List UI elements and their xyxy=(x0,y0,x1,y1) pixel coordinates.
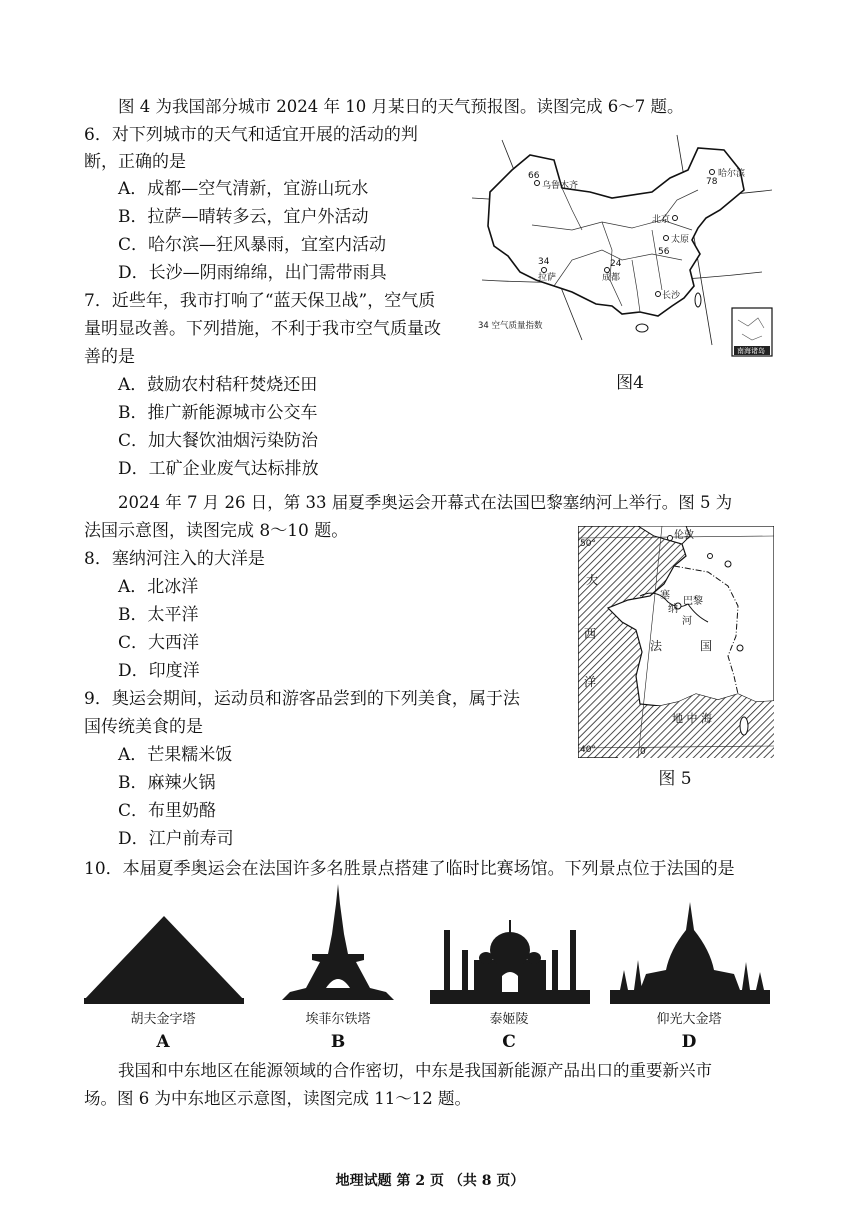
landmark-label-d: 仰光大金塔 xyxy=(656,1012,722,1027)
fig4-legend: 34 空气质量指数 xyxy=(478,321,543,331)
label-taiyuan: 太原 xyxy=(671,235,690,245)
label-mediterranean: 地 中 海 xyxy=(672,712,712,725)
q7-stem-cont: 量明显改善。下列措施，不利于我市空气质量改 xyxy=(84,319,441,339)
q8-option-d: D．印度洋 xyxy=(118,661,200,681)
label-chengdu: 成都 xyxy=(602,273,621,283)
q8-option-c: C．大西洋 xyxy=(118,633,200,653)
landmark-eiffel-tower-icon xyxy=(282,884,394,1004)
q7-stem: 7．近些年，我市打响了“蓝天保卫战”，空气质 xyxy=(84,291,436,311)
q8-option-b: B．太平洋 xyxy=(118,605,199,625)
label-lasa: 拉萨 xyxy=(538,273,557,283)
lon0-label: 0 xyxy=(640,747,646,757)
intro-fig5-cont: 法国示意图，读图完成 8～10 题。 xyxy=(84,521,349,541)
inset-label: 南海诸岛 xyxy=(737,347,765,355)
aqi-wulumuqi: 66 xyxy=(528,171,540,181)
landmark-letter-a: A xyxy=(156,1032,170,1052)
atlantic-char-2: 西 xyxy=(584,627,597,641)
fig5-france-map xyxy=(578,526,774,758)
france-char-1: 法 xyxy=(650,639,663,653)
france-char-2: 国 xyxy=(700,639,713,653)
q9-option-b: B．麻辣火锅 xyxy=(118,773,216,793)
intro-fig6: 我国和中东地区在能源领域的合作密切，中东是我国新能源产品出口的重要新兴市 xyxy=(118,1061,712,1080)
landmark-letter-d: D xyxy=(681,1032,697,1052)
label-changsha: 长沙 xyxy=(662,291,681,301)
q7-option-d: D．工矿企业废气达标排放 xyxy=(118,459,319,479)
q7-option-a: A．鼓励农村秸秆焚烧还田 xyxy=(118,375,318,395)
q10-stem: 10．本届夏季奥运会在法国许多名胜景点搭建了临时比赛场馆。下列景点位于法国的是 xyxy=(84,859,735,879)
q9-stem: 9．奥运会期间，运动员和游客品尝到的下列美食，属于法 xyxy=(84,689,520,709)
intro-fig6-cont: 场。图 6 为中东地区示意图，读图完成 11～12 题。 xyxy=(84,1089,471,1108)
intro-fig4: 图 4 为我国部分城市 2024 年 10 月某日的天气预报图。读图完成 6～7 题。 xyxy=(118,97,684,116)
landmark-letter-c: C xyxy=(502,1032,516,1052)
landmark-pyramid-icon xyxy=(84,910,244,1005)
page-footer: 地理试题 第 2 页 （共 8 页） xyxy=(335,1173,525,1189)
label-london: 伦敦 xyxy=(674,530,694,541)
aqi-haerbin: 78 xyxy=(706,177,718,187)
q6-option-a: A．成都—空气清新，宜游山玩水 xyxy=(118,179,369,199)
fig4-china-map xyxy=(462,130,782,360)
landmark-label-a: 胡夫金字塔 xyxy=(130,1012,196,1027)
label-paris: 巴黎 xyxy=(683,596,703,607)
q9-stem-cont: 国传统美食的是 xyxy=(84,717,203,737)
aqi-taiyuan: 56 xyxy=(658,247,670,257)
china-outline xyxy=(488,148,744,316)
q7-stem-end: 善的是 xyxy=(84,347,135,367)
lat50-label: 50° xyxy=(580,539,596,549)
q6-stem-cont: 断，正确的是 xyxy=(84,152,186,172)
q8-stem: 8．塞纳河注入的大洋是 xyxy=(84,549,265,569)
intro-fig5: 2024 年 7 月 26 日，第 33 届夏季奥运会开幕式在法国巴黎塞纳河上举行。图 5 为 xyxy=(118,493,733,512)
label-beijing: 北京 xyxy=(652,215,671,225)
landmark-label-b: 埃菲尔铁塔 xyxy=(305,1012,371,1027)
aqi-lasa: 34 xyxy=(538,257,550,267)
q8-option-a: A．北冰洋 xyxy=(118,577,199,597)
q9-option-c: C．布里奶酪 xyxy=(118,801,217,821)
landmark-label-c: 泰姬陵 xyxy=(489,1012,529,1027)
q6-option-c: C．哈尔滨—狂风暴雨，宜室内活动 xyxy=(118,235,387,255)
label-wulumuqi: 乌鲁木齐 xyxy=(542,181,579,191)
q9-option-a: A．芒果糯米饭 xyxy=(118,745,233,765)
landmark-taj-mahal-icon xyxy=(430,910,590,1005)
fig4-caption: 图4 xyxy=(616,373,644,393)
seine-char-3: 河 xyxy=(682,616,692,627)
fig5-caption: 图 5 xyxy=(658,769,692,789)
q7-option-b: B．推广新能源城市公交车 xyxy=(118,403,318,423)
lat40-label: 40° xyxy=(580,745,596,755)
seine-char-1: 塞 xyxy=(660,590,670,601)
q9-option-d: D．江户前寿司 xyxy=(118,829,234,849)
atlantic-char-3: 洋 xyxy=(584,675,597,689)
landmark-shwedagon-pagoda-icon xyxy=(610,900,770,1005)
q6-option-b: B．拉萨—晴转多云，宜户外活动 xyxy=(118,207,369,227)
q6-stem: 6．对下列城市的天气和适宜开展的活动的判 xyxy=(84,125,418,145)
seine-char-2: 纳 xyxy=(668,604,678,615)
atlantic-char-1: 大 xyxy=(586,573,599,587)
q6-option-d: D．长沙—阴雨绵绵，出门需带雨具 xyxy=(118,263,387,283)
aqi-chengdu: 24 xyxy=(610,259,622,269)
label-haerbin: 哈尔滨 xyxy=(718,169,746,179)
q7-option-c: C．加大餐饮油烟污染防治 xyxy=(118,431,319,451)
landmark-letter-b: B xyxy=(330,1032,346,1052)
